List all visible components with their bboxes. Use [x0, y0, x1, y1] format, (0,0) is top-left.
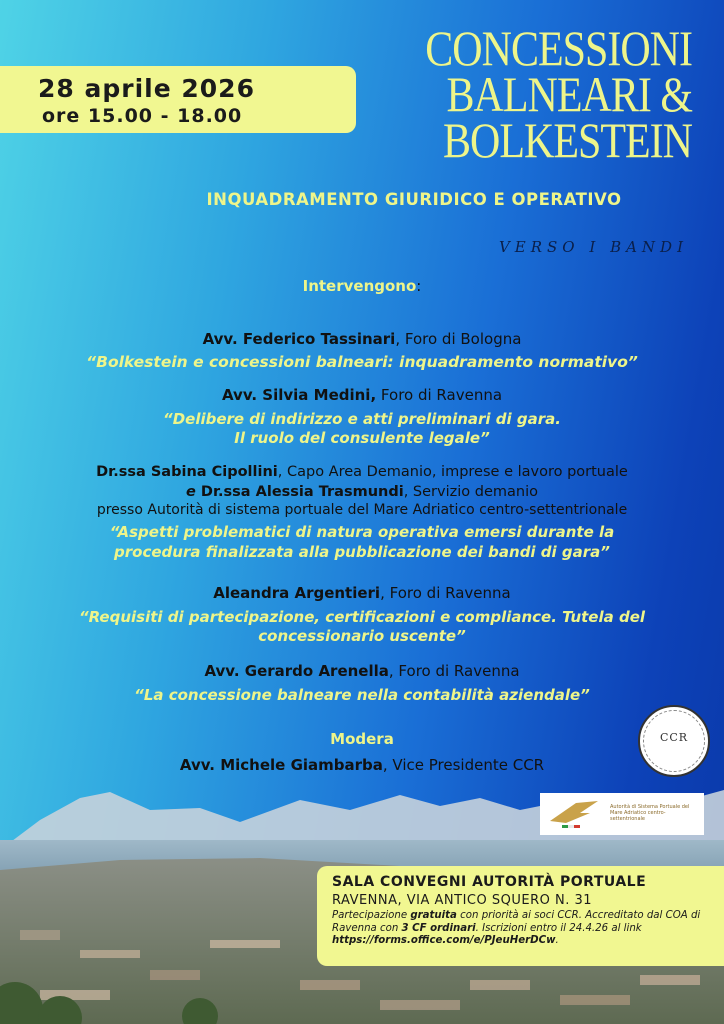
speaker-3b: [0, 484, 724, 500]
subtitle: INQUADRAMENTO GIURIDICO E OPERATIVO: [206, 190, 622, 209]
title-line-3: BOLKESTEIN: [443, 114, 692, 169]
speaker-3-talk-line-1: “Aspetti problematici di natura operativa emersi durante la: [109, 523, 615, 541]
title-line-2: BALNEARI &: [446, 68, 692, 123]
venue-info-text-1: Partecipazione: [332, 910, 411, 921]
speaker-1-name: Avv. Federico Tassinari: [202, 330, 396, 348]
speaker-2-affiliation: Foro di Ravenna: [376, 386, 503, 404]
venue-info-free: gratuita: [410, 910, 457, 921]
speaker-2: [0, 386, 724, 404]
event-time: ore 15.00 - 18.00: [42, 105, 243, 127]
speaker-5-affiliation: , Foro di Ravenna: [388, 662, 520, 680]
venue-box: [317, 866, 724, 966]
venue-title: SALA CONVEGNI AUTORITÀ PORTUALE: [332, 874, 647, 890]
speaker-1: [0, 330, 724, 348]
port-authority-emblem-icon: [546, 797, 602, 831]
port-authority-logo: [540, 793, 704, 835]
port-authority-logo-text: Autorità di Sistema Portuale del Mare Adriatico centro-settentrionale: [610, 804, 690, 822]
speaker-2-name: Avv. Silvia Medini,: [221, 386, 377, 404]
speaker-3b-name: Dr.ssa Alessia Trasmundi: [200, 484, 404, 500]
ccr-logo-text: CCR: [659, 731, 689, 744]
moderator-name: Avv. Michele Giambarba: [179, 756, 383, 774]
ccr-logo: [638, 705, 710, 777]
speaker-3-name: Dr.ssa Sabina Cipollini: [96, 464, 278, 480]
speaker-3: [0, 464, 724, 480]
speaker-1-affiliation: , Foro di Bologna: [395, 330, 522, 348]
speaker-2-talk-line-1: “Delibere di indirizzo e atti preliminari di gara.: [163, 410, 561, 428]
speakers-heading-text: Intervengono: [302, 277, 417, 295]
venue-info-credits: 3 CF ordinari: [401, 922, 476, 934]
speaker-1-talk: “Bolkestein e concessioni balneari: inquadramento normativo”: [86, 353, 638, 371]
moderator: [0, 756, 724, 774]
speaker-5-name: Avv. Gerardo Arenella: [204, 662, 389, 680]
moderator-affiliation: , Vice Presidente CCR: [382, 756, 545, 774]
speaker-2-talk-line-2: Il ruolo del consulente legale”: [234, 429, 490, 447]
date-box: [0, 66, 356, 133]
speakers-heading: [0, 277, 724, 295]
venue-info-text-2: con priorità ai soci CCR. Accreditato dal COA di Ravenna con: [332, 910, 701, 934]
speaker-5-talk: “La concessione balneare nella contabilità aziendale”: [134, 686, 590, 704]
speaker-4-name: Aleandra Argentieri: [213, 584, 381, 602]
speaker-4: [0, 584, 724, 602]
event-date: 28 aprile 2026: [38, 74, 255, 103]
tagline: VERSO I BANDI: [498, 238, 688, 256]
venue-info-text-3: . Iscrizioni entro il 24.4.26 al link: [475, 922, 642, 934]
speaker-3b-prefix: e: [186, 484, 201, 500]
venue-info-end: .: [555, 935, 559, 946]
speaker-4-affiliation: , Foro di Ravenna: [380, 584, 511, 602]
speakers-heading-colon: :: [416, 277, 422, 295]
venue-address: RAVENNA, VIA ANTICO SQUERO N. 31: [332, 893, 593, 908]
speaker-3-affiliation: , Capo Area Demanio, imprese e lavoro portuale: [277, 464, 628, 480]
speaker-5: [0, 662, 724, 680]
moderator-label: Modera: [330, 730, 394, 748]
speaker-3-talk-line-2: procedura finalizzata alla pubblicazione dei bandi di gara”: [114, 543, 610, 561]
speaker-3b-affiliation: , Servizio demanio: [403, 484, 538, 500]
speaker-4-talk-line-1: “Requisiti di partecipazione, certificazioni e compliance. Tutela del: [78, 608, 646, 626]
speaker-4-talk-line-2: concessionario uscente”: [258, 627, 466, 645]
speaker-3-note: presso Autorità di sistema portuale del Mare Adriatico centro-settentrionale: [96, 502, 628, 518]
registration-link[interactable]: https://forms.office.com/e/PJeuHerDCw: [332, 935, 556, 946]
title-line-1: CONCESSIONI: [425, 22, 692, 77]
venue-info: [332, 910, 720, 948]
